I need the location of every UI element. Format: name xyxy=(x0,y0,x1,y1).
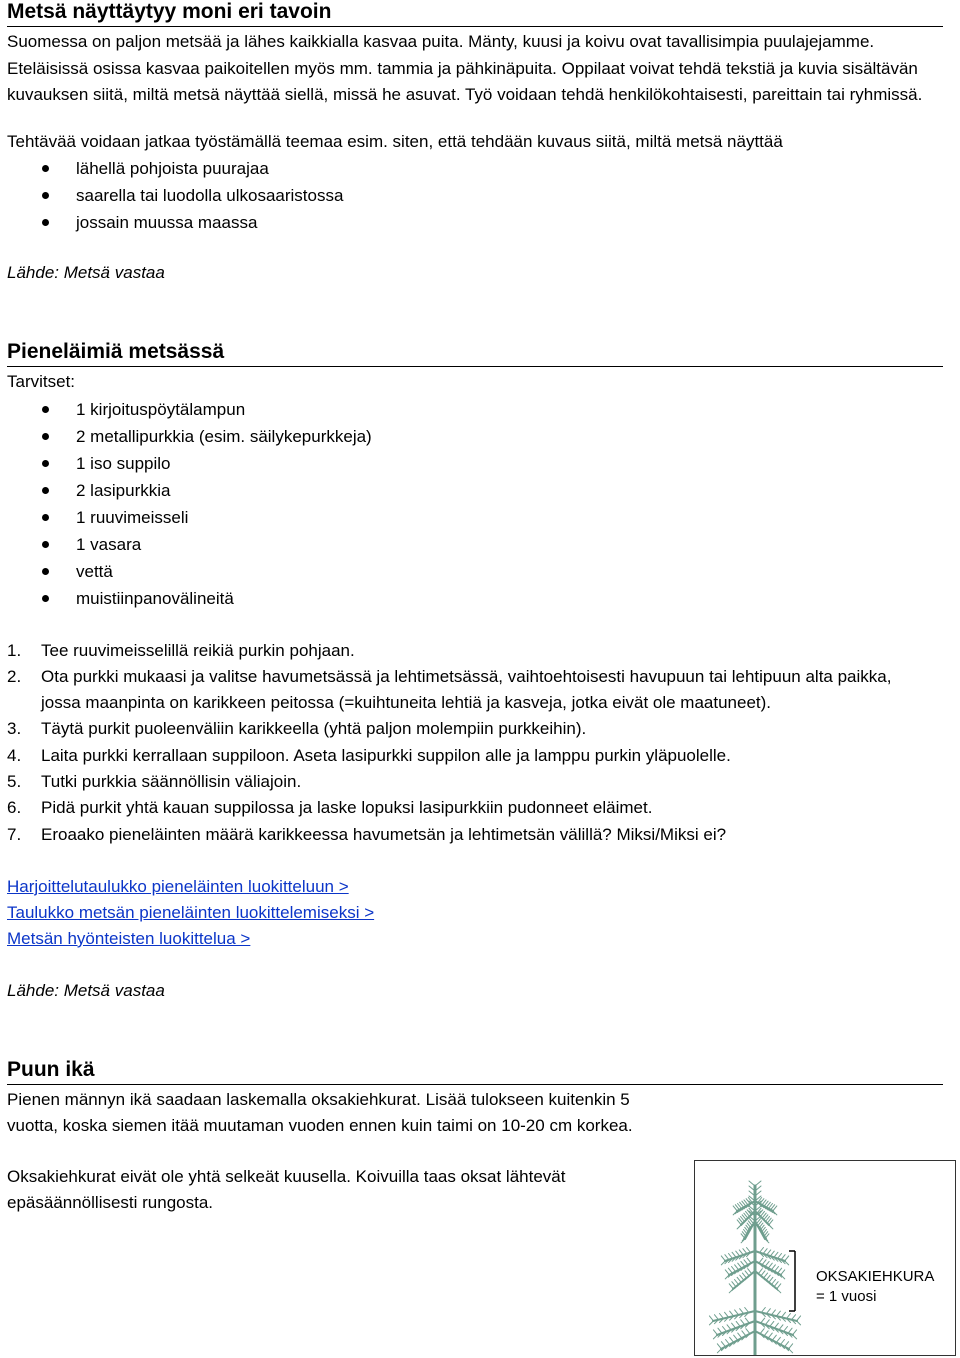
tree-needle xyxy=(778,1254,782,1259)
tree-needle xyxy=(713,1335,717,1339)
pine-illustration xyxy=(695,1161,956,1356)
tree-needle xyxy=(713,1330,717,1335)
tree-needle xyxy=(781,1270,785,1275)
tree-needle xyxy=(762,1260,766,1265)
tree-needle xyxy=(764,1273,768,1278)
tree-needle xyxy=(714,1315,718,1320)
tree-needle xyxy=(772,1280,776,1285)
list-item-text: saarella tai luodolla ulkosaaristossa xyxy=(76,186,344,205)
step-text: Tutki purkkia säännöllisin väliajoin. xyxy=(41,771,302,791)
tree-needle xyxy=(768,1263,772,1268)
tree-needle xyxy=(740,1309,744,1314)
tree-needle xyxy=(742,1273,746,1278)
link-classification-table[interactable]: Taulukko metsän pieneläinten luokittelemiseksi > xyxy=(7,902,375,922)
section-title-forest: Metsä näyttäytyy moni eri tavoin xyxy=(7,0,943,27)
step-text: Täytä purkit puoleenväliin karikkeella (yhtä paljon molempiin purkkeihin). xyxy=(41,719,587,739)
bullet-icon xyxy=(42,192,49,199)
step-item xyxy=(7,743,927,769)
tree-needle xyxy=(774,1323,778,1328)
tree-needle xyxy=(770,1321,774,1326)
tree-needle xyxy=(745,1308,749,1313)
tree-needle xyxy=(747,1248,751,1253)
tree-needle xyxy=(777,1284,781,1289)
step-text: Pidä purkit yhtä kauan suppilossa ja laske lopuksi lasipurkkiin pudonneet eläimet. xyxy=(41,798,653,818)
tree-needle xyxy=(781,1255,785,1260)
tree-needle xyxy=(748,1269,752,1274)
tree-needle xyxy=(717,1349,721,1353)
list-item xyxy=(7,182,943,209)
tree-needle xyxy=(729,1254,733,1259)
step-item xyxy=(7,822,927,848)
section-title-tree-age: Puun ikä xyxy=(7,1058,943,1085)
tree-needle xyxy=(735,1310,739,1315)
tree-needle xyxy=(758,1269,762,1274)
link-insect-classification[interactable]: Metsän hyönteisten luokittelua > xyxy=(7,928,251,948)
bullet-icon xyxy=(42,514,49,521)
tree-needle xyxy=(770,1251,774,1256)
step-item xyxy=(7,716,927,742)
step-number: 4. xyxy=(7,745,22,765)
bullet-icon xyxy=(42,433,49,440)
tree-needle xyxy=(761,1308,765,1313)
location-list xyxy=(7,155,943,236)
tree-needle xyxy=(728,1268,732,1273)
tree-needle xyxy=(778,1268,782,1273)
tree-age-paragraph-2: Oksakiehkurat eivät ole yhtä selkeät kuusella. Koivuilla taas oksat lähtevät epäsäännöllisesti rungosta. xyxy=(7,1166,566,1213)
figure-label-whorl: OKSAKIEHKURA xyxy=(816,1268,935,1285)
list-item xyxy=(7,531,943,558)
step-number: 2. xyxy=(7,666,22,686)
tree-needle xyxy=(776,1337,780,1342)
bullet-icon xyxy=(42,595,49,602)
tree-needle xyxy=(760,1248,764,1253)
source-note: Lähde: Metsä vastaa xyxy=(7,263,165,282)
tree-needle xyxy=(745,1271,749,1276)
step-text: Tee ruuvimeisselillä reikiä purkin pohjaan. xyxy=(41,640,355,660)
tree-needle xyxy=(721,1342,725,1347)
tree-needle xyxy=(735,1265,739,1270)
tree-needle xyxy=(749,1181,755,1186)
step-number: 6. xyxy=(7,798,22,818)
pine-sapling-figure xyxy=(694,1160,956,1356)
tree-needle xyxy=(721,1256,725,1261)
step-item xyxy=(7,638,927,664)
bullet-icon xyxy=(42,406,49,413)
tree-needle xyxy=(768,1333,772,1338)
tree-needle xyxy=(732,1267,736,1272)
tree-needle xyxy=(732,1323,736,1328)
step-number: 1. xyxy=(7,640,22,660)
section-title-small-animals: Pieneläimiä metsässä xyxy=(7,340,943,367)
tree-needle xyxy=(775,1267,779,1272)
tree-needle xyxy=(761,1318,765,1323)
tree-needle xyxy=(709,1321,713,1325)
tree-needle xyxy=(763,1249,767,1254)
tree-needle xyxy=(743,1249,747,1254)
list-item xyxy=(7,558,943,585)
step-text: Laita purkki kerrallaan suppiloon. Aseta lasipurkki suppilon alle ja lamppu purkin yläpuolelle. xyxy=(41,745,731,765)
tree-needle xyxy=(730,1337,734,1342)
tree-needle xyxy=(781,1312,785,1317)
tree-needle xyxy=(771,1310,775,1315)
tree-needle xyxy=(771,1265,775,1270)
tree-needle xyxy=(789,1344,793,1349)
needs-label: Tarvitset: xyxy=(7,372,76,391)
step-text: Eroaako pieneläinten määrä karikkeessa havumetsän ja lehtimetsän välillä? Miksi/Miksi ei? xyxy=(41,824,727,844)
list-item-text: muistiinpanovälineitä xyxy=(76,588,234,608)
tree-needle xyxy=(741,1261,745,1266)
tree-needle xyxy=(735,1280,739,1285)
list-item-text: jossain muussa maassa xyxy=(76,213,258,232)
materials-list xyxy=(7,396,943,612)
list-item xyxy=(7,477,943,504)
list-item xyxy=(7,450,943,477)
continuation-paragraph: Tehtävää voidaan jatkaa työstämällä teemaa esim. siten, että tehdään kuvaus siitä, miltä metsä näyttää xyxy=(7,131,783,151)
bullet-icon xyxy=(42,541,49,548)
tree-needle xyxy=(738,1333,742,1338)
tree-needle xyxy=(736,1321,740,1326)
tree-needle xyxy=(777,1289,781,1293)
tree-needle xyxy=(765,1261,769,1266)
tree-needle xyxy=(732,1252,736,1257)
tree-needle xyxy=(725,1312,729,1317)
tree-needle xyxy=(760,1329,764,1334)
figure-label-year: = 1 vuosi xyxy=(816,1288,877,1305)
tree-needle xyxy=(736,1251,740,1256)
tree-age-paragraph: Pienen männyn ikä saadaan laskemalla oksakiehkurat. Lisää tulokseen kuitenkin 5 vuotta, koska siemen itää muutaman vuoden ennen kuin taimi on 10-20 cm korkea. xyxy=(7,1089,633,1136)
tree-needle xyxy=(740,1275,744,1280)
tree-needle xyxy=(769,1277,773,1282)
bullet-icon xyxy=(42,487,49,494)
tree-needle xyxy=(776,1311,780,1316)
list-item-text: 1 iso suppilo xyxy=(76,453,171,473)
list-item xyxy=(7,209,943,236)
step-number: 3. xyxy=(7,719,22,739)
list-item xyxy=(7,155,943,182)
tree-needle xyxy=(788,1328,792,1333)
tree-needle xyxy=(739,1250,743,1255)
tree-needle xyxy=(734,1335,738,1340)
tree-needle xyxy=(741,1320,745,1325)
source-note: Lähde: Metsä vastaa xyxy=(7,980,165,1000)
tree-needle xyxy=(793,1330,797,1335)
tree-needle xyxy=(729,1284,733,1289)
instruction-steps xyxy=(7,638,927,848)
tree-needle xyxy=(725,1255,729,1260)
bullet-icon xyxy=(42,568,49,575)
tree-needle xyxy=(789,1349,793,1353)
tree-needle xyxy=(745,1318,749,1323)
tree-needle xyxy=(774,1252,778,1257)
step-item xyxy=(7,795,927,821)
list-item-text: lähellä pohjoista puurajaa xyxy=(76,159,269,178)
tree-needle xyxy=(779,1325,783,1330)
step-number: 7. xyxy=(7,824,22,844)
tree-needle xyxy=(781,1340,785,1345)
tree-needle xyxy=(721,1261,725,1265)
tree-needle xyxy=(769,1225,773,1229)
tree-needle xyxy=(797,1316,801,1321)
link-group xyxy=(7,874,943,952)
tree-needle xyxy=(787,1314,791,1319)
tree-needle xyxy=(742,1331,746,1336)
tree-needle xyxy=(737,1225,741,1229)
step-item xyxy=(7,769,927,795)
tree-needle xyxy=(737,1277,741,1282)
list-item xyxy=(7,423,943,450)
tree-needle xyxy=(772,1335,776,1340)
tree-needle xyxy=(725,1270,729,1275)
tree-needle xyxy=(726,1340,730,1345)
tree-needle xyxy=(797,1321,801,1325)
tree-needle xyxy=(764,1331,768,1336)
document-page xyxy=(7,0,943,1217)
tree-needle xyxy=(729,1289,733,1293)
tree-needle xyxy=(732,1282,736,1287)
tree-needle xyxy=(755,1181,761,1186)
step-item xyxy=(7,664,927,717)
tree-needle xyxy=(727,1325,731,1330)
step-number: 5. xyxy=(7,771,22,791)
tree-needle xyxy=(784,1327,788,1332)
pine-tree-drawing xyxy=(709,1181,800,1356)
tree-needle xyxy=(785,1342,789,1347)
bullet-icon xyxy=(42,219,49,226)
tree-needle xyxy=(761,1271,765,1276)
tree-needle xyxy=(759,1258,763,1263)
list-item-text: 2 metallipurkkia (esim. säilykepurkkeja) xyxy=(76,426,372,446)
tree-needle xyxy=(747,1258,751,1263)
intro-paragraph: Suomessa on paljon metsää ja lähes kaikkialla kasvaa puita. Mänty, kuusi ja koivu ovat tavallisimpia puulajejamme. Eteläisissä osissa kasvaa paikoitellen myös mm. tammia ja pähkinäpuita. Oppilaat voivat tehdä tekstiä ja kuvia sisältävän kuvauksen siitä, miltä metsä näyttää siellä, missä he asuvat. Työ voidaan tehdä henkilökohtaisesti, pareittain tai ryhmissä. xyxy=(7,32,923,104)
list-item-text: 2 lasipurkkia xyxy=(76,480,171,500)
tree-needle xyxy=(709,1316,713,1321)
list-item xyxy=(7,504,943,531)
tree-needle xyxy=(744,1260,748,1265)
list-item xyxy=(7,396,943,423)
tree-needle xyxy=(765,1320,769,1325)
tree-needle xyxy=(785,1256,789,1261)
tree-needle xyxy=(730,1311,734,1316)
tree-needle xyxy=(738,1263,742,1268)
list-item-text: 1 ruuvimeisseli xyxy=(76,507,189,527)
tree-needle xyxy=(746,1329,750,1334)
tree-needle xyxy=(766,1309,770,1314)
tree-needle xyxy=(766,1275,770,1280)
list-item xyxy=(7,585,943,612)
list-item-text: 1 vasara xyxy=(76,534,142,554)
list-item-text: 1 kirjoituspöytälampun xyxy=(76,399,246,419)
tree-needle xyxy=(793,1335,797,1339)
bullet-icon xyxy=(42,165,49,172)
tree-needle xyxy=(767,1250,771,1255)
step-text: Ota purkki mukaasi ja valitse havumetsässä ja lehtimetsässä, vaihtoehtoisesti havupuun tai lehtipuun alta paikka, jossa maanpinta on karikkeen peitossa (=kuihtuneita lehtiä ja kasveja, jotka eivät ole maatuneet). xyxy=(41,666,892,713)
link-practice-table[interactable]: Harjoittelutaulukko pieneläinten luokitteluun > xyxy=(7,876,349,896)
tree-needle xyxy=(723,1327,727,1332)
list-item-text: vettä xyxy=(76,561,113,581)
tree-needle xyxy=(717,1344,721,1349)
tree-needle xyxy=(720,1314,724,1319)
bullet-icon xyxy=(42,460,49,467)
tree-needle xyxy=(718,1328,722,1333)
tree-needle xyxy=(792,1315,796,1320)
tree-needle xyxy=(785,1261,789,1265)
tree-needle xyxy=(774,1282,778,1287)
